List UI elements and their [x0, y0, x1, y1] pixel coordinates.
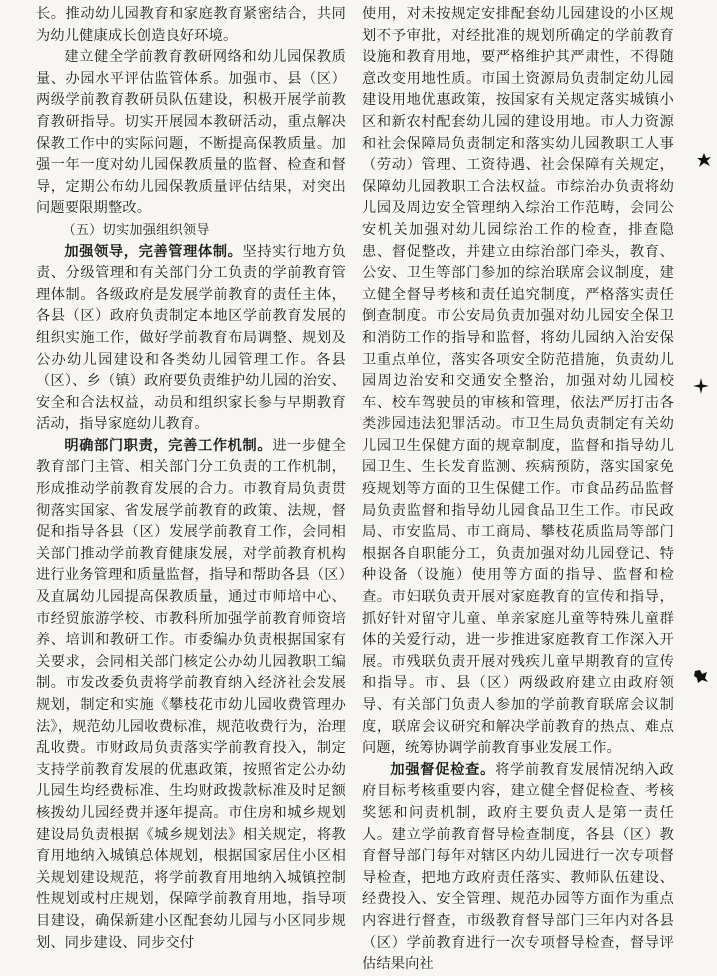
paragraph: 使用，对未按规定安排配套幼儿园建设的小区规划不予审批，对经批准的规划所确定的学前教育设施和教育用地，要严格维护其严肃性，不得随意改变用地性质。市国土资源局负责制定幼儿园建设用地优惠政策，按国家有关规定落实城镇小区和新农村配套幼儿园的建设用地。市人力资源和社会保障局负责制定和落实幼儿园教职工人事（劳动）管理、工资待遇、社会保障有关规定，保障幼儿园教职工合法权益。市综治办负责将幼儿园及周边安全管理纳入综治工作范畴，会同公安机关加强对幼儿园综治工作的检查，排查隐患、督促整改，并建立由综治部门牵头，教育、公安、卫生等部门参加的综治联席会议制度，建立健全督导考核和责任追究制度，严格落实责任倒查制度。市公安局负责加强对幼儿园安全保卫和消防工作的指导和监督，将幼儿园纳入治安保卫重点单位，落实各项安全防范措施，负责幼儿园周边治安和交通安全整治，加强对幼儿园校车、校车驾驶员的审核和管理，依法严厉打击各类涉园违法犯罪活动。市卫生局负责制定有关幼儿园卫生保健方面的规章制度，监督和指导幼儿园卫生、生长发育监测、疾病预防，落实国家免疫规划等方面的卫生保健工作。市食品药品监督局负责监督和指导幼儿园食品卫生工作。市民政局、市安监局、市工商局、攀枝花质监局等部门根据各自职能分工，负责加强对幼儿园登记、特种设备（设施）使用等方面的指导、监督和检查。市妇联负责开展对家庭教育的宣传和指导，抓好针对留守儿童、单亲家庭儿童等特殊儿童群体的关爱行动，进一步推进家庭教育工作深入开展。市残联负责开展对残疾儿童早期教育的宣传和指导。市、县（区）两级政府建立由政府领导、有关部门负责人参加的学前教育联席会议制度，联席会议研究和解决学前教育的热点、难点问题，统筹协调学前教育事业发展工作。 [362, 6, 674, 757]
paragraph-lead: 加强督促检查。 [390, 761, 496, 778]
paragraph: 建立健全学前教育教研网络和幼儿园保教质量、办园水平评估监管体系。加强市、县（区）两级学前教育教研员队伍建设，积极开展学前教育教研指导。切实开展园本教研活动，重点解决保教工作中的实际问题，不断提高保教质量。加强一年一度对幼儿园保教质量的监督、检查和督导，定期公布幼儿园保教质量评估结果，对突出问题要限期整改。 [36, 49, 346, 217]
paragraph-lead: 加强领导，完善管理体制。 [64, 243, 243, 260]
paragraph [362, 760, 674, 976]
paragraph: 长。推动幼儿园教育和家庭教育紧密结合，共同为幼儿健康成长创造良好环境。 [36, 6, 346, 44]
ink-blot-icon [693, 668, 707, 682]
paragraph [36, 436, 346, 954]
left-column [36, 4, 346, 951]
section-heading: （五）切实加强组织领导 [62, 222, 210, 238]
ink-blot-icon [693, 378, 707, 392]
ink-blot-icon [696, 152, 710, 166]
right-column [362, 4, 674, 973]
paragraph-body: 将学前教育发展情况纳入政府目标考核重要内容，建立健全督促检查、考核奖惩和问责机制，政府主要负责人是第一责任人。建立学前教育督导检查制度，各县（区）教育督导部门每年对辖区内幼儿园进行一次专项督导检查，把地方政府责任落实、教师队伍建设、经费投入、安全管理、规范办园等方面作为重点内容进行督查，市级教育督导部门三年内对各县（区）学前教育进行一次专项督导检查，督导评估结果向社 [362, 761, 674, 973]
paragraph-lead: 明确部门职责，完善工作机制。 [64, 437, 273, 454]
paragraph-body: 坚持实行地方负责、分级管理和有关部门分工负责的学前教育管理体制。各级政府是发展学前教育的责任主体，各县（区）政府负责制定本地区学前教育发展的组织实施工作，做好学前教育布局调整、规划及公办幼儿园建设和各类幼儿园管理工作。各县（区）、乡（镇）政府要负责维护幼儿园的治安、安全和合法权益，动员和组织家长参与早期教育活动，指导家庭幼儿教育。 [36, 243, 346, 433]
paragraph-body: 进一步健全教育部门主管、相关部门分工负责的工作机制，形成推动学前教育发展的合力。市教育局负责贯彻落实国家、省发展学前教育的政策、法规，督促和指导各县（区）发展学前教育工作，会同相关部门推动学前教育健康发展，对学前教育机构进行业务管理和质量监督，指导和帮助各县（区）及直属幼儿园提高保教质量，通过市师培中心、市经贸旅游学校、市教科所加强学前教育师资培养、培训和教研工作。市委编办负责根据国家有关要求，会同相关部门核定公办幼儿园教职工编制。市发改委负责将学前教育纳入经济社会发展规划，制定和实施《攀枝花市幼儿园收费管理办法》，规范幼儿园收费标准，规范收费行为，治理乱收费。市财政局负责落实学前教育投入，制定支持学前教育发展的优惠政策，按照省定公办幼儿园生均经费标准、生均财政拨款标准及时足额核拨幼儿园经费并逐年提高。市住房和城乡规划建设局负责根据《城乡规划法》相关规定，将教育用地纳入城镇总体规划，根据国家居住小区相关规划建设规范，将学前教育用地纳入城镇控制性规划或村庄规划，保障学前教育用地，指导项目建设，确保新建小区配套幼儿园与小区同步规划、同步建设、同步交付 [36, 437, 346, 951]
paragraph [36, 242, 346, 436]
